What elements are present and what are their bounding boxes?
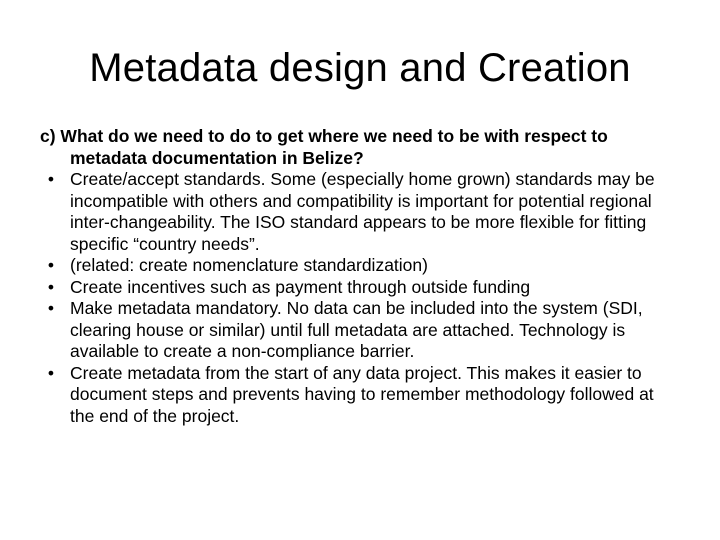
- bullet-item-nomenclature: [40, 255, 680, 277]
- bullet-item-incentives: [40, 277, 680, 299]
- slide-body: [40, 126, 680, 427]
- bullet-icon: •: [47, 362, 55, 383]
- bullet-text: (related: create nomenclature standardization): [70, 255, 428, 275]
- bullet-text: Create/accept standards. Some (especially home grown) standards may be incompatible with others and compatibility is important for potential regional inter-changeability. The ISO standard appears to be more flexible for fitting specific “country needs”.: [70, 169, 655, 254]
- bullet-icon: •: [47, 276, 55, 297]
- bullet-item-standards: [40, 169, 680, 255]
- question-text: c) What do we need to do to get where we need to be with respect to metadata documentation in Belize?: [40, 126, 608, 168]
- slide-title: Metadata design and Creation: [89, 46, 631, 90]
- bullet-item-from-start: [40, 363, 680, 428]
- bullet-icon: •: [47, 169, 55, 189]
- bullet-icon: •: [47, 298, 55, 318]
- bullet-text: Make metadata mandatory. No data can be included into the system (SDI, clearing house or similar) until full metadata are attached. Technology is available to create a non-compliance barrier.: [70, 298, 643, 361]
- bullet-text: Create metadata from the start of any data project. This makes it easier to document steps and prevents having to remember methodology followed at the end of the project.: [70, 362, 654, 426]
- bullet-text: Create incentives such as payment through outside funding: [70, 276, 531, 297]
- bullet-list: [40, 169, 680, 427]
- bullet-item-mandatory: [40, 298, 680, 363]
- bullet-icon: •: [47, 255, 55, 275]
